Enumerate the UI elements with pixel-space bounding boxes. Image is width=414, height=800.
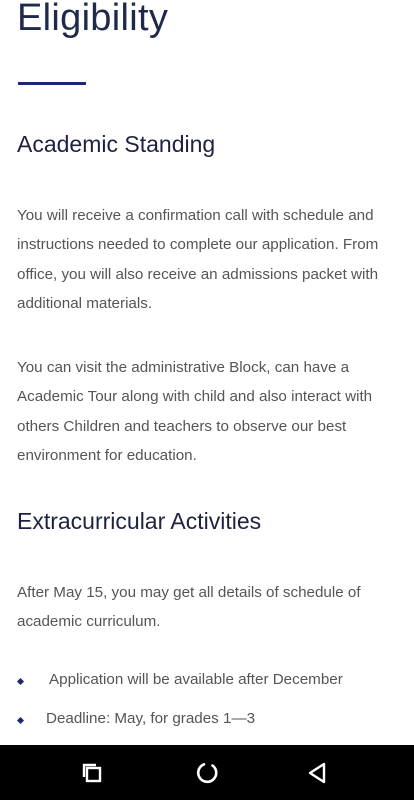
recent-apps-button[interactable] — [76, 757, 108, 789]
back-button[interactable] — [302, 757, 334, 789]
list-item-text: Application will be available after December — [49, 671, 343, 688]
list-item — [0, 668, 414, 696]
diamond-bullet-icon — [17, 717, 24, 724]
section-heading-academic-standing: Academic Standing — [17, 131, 216, 157]
home-icon — [191, 757, 223, 789]
back-icon — [302, 757, 334, 789]
extracurricular-paragraph: After May 15, you may get all details of schedule of academic curriculum. — [17, 584, 361, 631]
academic-paragraph-2: You can visit the administrative Block, can have a Academic Tour along with child and also interact with others Children and teachers to observe our best environment for education. — [17, 359, 373, 464]
recent-apps-icon — [76, 757, 108, 789]
diamond-bullet-icon — [17, 678, 24, 685]
title-underline — [18, 82, 86, 85]
page-title: Eligibility — [17, 0, 169, 39]
system-navigation-bar — [0, 745, 414, 800]
section-heading-extracurricular: Extracurricular Activities — [17, 508, 262, 534]
list-item — [0, 707, 414, 735]
home-button[interactable] — [191, 757, 223, 789]
academic-paragraph-1: You will receive a confirmation call with schedule and instructions needed to complete our application. From office, you will also receive an admissions packet with additional materials. — [17, 207, 379, 312]
list-item-text: Deadline: May, for grades 1—3 — [46, 710, 256, 727]
